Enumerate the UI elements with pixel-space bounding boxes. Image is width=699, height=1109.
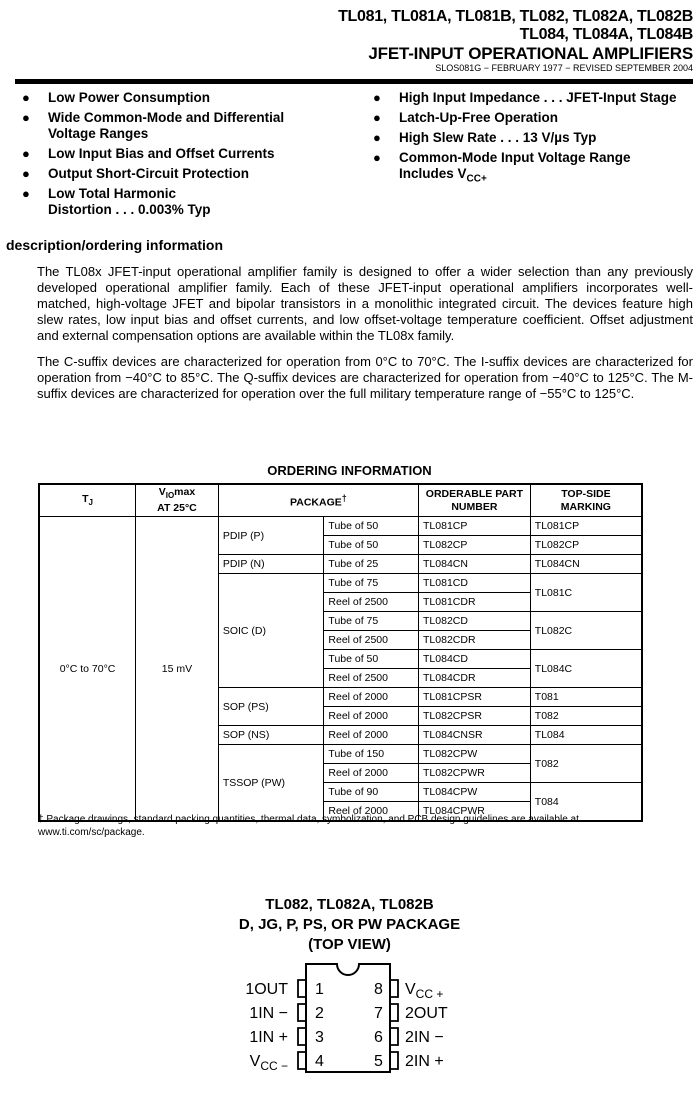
pin-8-number: 8 bbox=[374, 981, 383, 998]
part-cell: TL082CD bbox=[419, 612, 531, 631]
mark-cell: TL082CP bbox=[530, 536, 642, 555]
feature-item bbox=[371, 150, 644, 188]
package-cell: PDIP (N) bbox=[218, 555, 324, 574]
table-footnote: † Package drawings, standard packing quantities, thermal data, symbolization, and PCB design guidelines are available at www.ti.com/sc/package. bbox=[38, 814, 579, 838]
feature-item: ● Low Total Harmonic Distortion . . . 0.003% Typ bbox=[20, 186, 238, 218]
mark-cell: T082 bbox=[530, 745, 642, 783]
part-cell: TL081CD bbox=[419, 574, 531, 593]
qty-cell: Reel of 2000 bbox=[324, 688, 419, 707]
col-tj: $T_J$ bbox=[39, 484, 136, 517]
feature-item: ● Low Power Consumption bbox=[20, 90, 340, 106]
qty-cell: Reel of 2000 bbox=[324, 802, 419, 822]
mark-cell: TL082C bbox=[530, 612, 642, 650]
pin-6-number: 6 bbox=[374, 1029, 383, 1046]
qty-cell: Reel of 2000 bbox=[324, 764, 419, 783]
table-header-row bbox=[39, 484, 642, 517]
part-cell: TL082CPSR bbox=[419, 707, 531, 726]
part-cell: TL084CN bbox=[419, 555, 531, 574]
qty-cell: Reel of 2000 bbox=[324, 726, 419, 745]
pinout-title-line1: TL082, TL082A, TL082B bbox=[265, 896, 434, 913]
pin-4-number: 4 bbox=[315, 1053, 324, 1070]
qty-cell: Reel of 2500 bbox=[324, 631, 419, 650]
feature-cm-sub: CC+ bbox=[466, 173, 487, 185]
pinout-diagram bbox=[0, 960, 699, 1080]
package-cell: SOP (NS) bbox=[218, 726, 324, 745]
qty-cell: Tube of 25 bbox=[324, 555, 419, 574]
col-vio: $V_{IO}\max$ AT 25°C bbox=[136, 484, 219, 517]
qty-cell: Reel of 2500 bbox=[324, 593, 419, 612]
pin-1-label: 1OUT bbox=[245, 981, 288, 998]
ordering-table bbox=[38, 483, 643, 822]
qty-cell: Tube of 75 bbox=[324, 612, 419, 631]
mark-cell: TL081C bbox=[530, 574, 642, 612]
vio-cell: 15 mV bbox=[136, 517, 219, 822]
qty-cell: Tube of 90 bbox=[324, 783, 419, 802]
pin-8-label: $V_{CC +}$ bbox=[405, 981, 444, 1001]
pin-2-label: 1IN − bbox=[249, 1005, 288, 1022]
pin-7-label: 2OUT bbox=[405, 1005, 448, 1022]
part-cell: TL081CP bbox=[419, 517, 531, 536]
part-cell: TL081CDR bbox=[419, 593, 531, 612]
part-cell: TL082CDR bbox=[419, 631, 531, 650]
document-header bbox=[93, 8, 693, 73]
qty-cell: Tube of 50 bbox=[324, 517, 419, 536]
qty-cell: Reel of 2000 bbox=[324, 707, 419, 726]
pin-3-label: 1IN + bbox=[249, 1029, 288, 1046]
col-orderable: ORDERABLE PART NUMBER bbox=[419, 484, 531, 517]
col-marking: TOP-SIDE MARKING bbox=[530, 484, 642, 517]
pin-7-number: 7 bbox=[374, 1005, 383, 1022]
pinout-title bbox=[0, 895, 699, 955]
pin-5-number: 5 bbox=[374, 1053, 383, 1070]
mark-cell: TL084CN bbox=[530, 555, 642, 574]
pin-1-number: 1 bbox=[315, 981, 324, 998]
mark-cell: T084 bbox=[530, 783, 642, 822]
mark-cell: T082 bbox=[530, 707, 642, 726]
header-doc-id: SLOS081G − FEBRUARY 1977 − REVISED SEPTEMBER 2004 bbox=[435, 63, 693, 73]
col-package: PACKAGE† bbox=[218, 484, 418, 517]
package-cell: PDIP (P) bbox=[218, 517, 324, 555]
part-cell: TL084CPWR bbox=[419, 802, 531, 822]
header-part-numbers-2: TL084, TL084A, TL084B bbox=[519, 26, 693, 43]
pin-4-label: $V_{CC -}$ bbox=[249, 1053, 288, 1073]
feature-item: ● Wide Common-Mode and Differential Voltage Ranges bbox=[20, 110, 308, 142]
package-cell: SOIC (D) bbox=[218, 574, 324, 688]
feature-item: ● Low Input Bias and Offset Currents bbox=[20, 146, 340, 162]
part-cell: TL082CPW bbox=[419, 745, 531, 764]
part-cell: TL081CPSR bbox=[419, 688, 531, 707]
table-row bbox=[39, 517, 642, 536]
pin-3-number: 3 bbox=[315, 1029, 324, 1046]
tj-cell: 0°C to 70°C bbox=[39, 517, 136, 822]
mark-cell: TL084 bbox=[530, 726, 642, 745]
qty-cell: Tube of 50 bbox=[324, 536, 419, 555]
pin-6-label: 2IN − bbox=[405, 1029, 444, 1046]
pinout-title-line2: D, JG, P, PS, OR PW PACKAGE bbox=[238, 916, 461, 933]
ordering-title: ORDERING INFORMATION bbox=[267, 463, 432, 478]
qty-cell: Tube of 50 bbox=[324, 650, 419, 669]
part-cell: TL084CNSR bbox=[419, 726, 531, 745]
section-title: description/ordering information bbox=[6, 237, 224, 253]
pin-5-label: 2IN + bbox=[405, 1053, 444, 1070]
feature-cm-text: Common-Mode Input Voltage Range Includes V bbox=[399, 150, 631, 181]
feature-item: ● Output Short-Circuit Protection bbox=[20, 166, 340, 182]
mark-cell: TL081CP bbox=[530, 517, 642, 536]
description-paragraph-1: The TL08x JFET-input operational amplifier family is designed to offer a wider selection than any previously developed operational amplifier family. Each of these JFET-input operational amplifiers incorporates well-matched, high-voltage JFET and bipolar transistors in a monolithic integrated circuit. The devices feature high slew rates, low input bias and offset currents, and low offset-voltage temperature coefficient. Offset adjustment and external compensation options are available within the TL08x family. bbox=[37, 264, 693, 343]
pin-2-number: 2 bbox=[315, 1005, 324, 1022]
package-cell: TSSOP (PW) bbox=[218, 745, 324, 822]
feature-item: ● High Input Impedance . . . JFET-Input Stage bbox=[371, 90, 691, 106]
mark-cell: T081 bbox=[530, 688, 642, 707]
header-rule bbox=[15, 79, 693, 84]
part-cell: TL082CPWR bbox=[419, 764, 531, 783]
qty-cell: Tube of 75 bbox=[324, 574, 419, 593]
qty-cell: Reel of 2500 bbox=[324, 669, 419, 688]
header-title: JFET-INPUT OPERATIONAL AMPLIFIERS bbox=[368, 44, 693, 63]
part-cell: TL084CD bbox=[419, 650, 531, 669]
features-right bbox=[371, 90, 691, 192]
feature-item: ● High Slew Rate . . . 13 V/µs Typ bbox=[371, 130, 691, 146]
part-cell: TL084CDR bbox=[419, 669, 531, 688]
description-paragraph-2: The C-suffix devices are characterized for operation from 0°C to 70°C. The I-suffix devices are characterized for operation from −40°C to 85°C. The Q-suffix devices are characterized for operation from −40°C to 125°C. The M-suffix devices are characterized for operation over the full military temperature range of −55°C to 125°C. bbox=[37, 354, 693, 401]
pinout-title-line3: (TOP VIEW) bbox=[308, 936, 391, 953]
part-cell: TL082CP bbox=[419, 536, 531, 555]
mark-cell: TL084C bbox=[530, 650, 642, 688]
header-part-numbers-1: TL081, TL081A, TL081B, TL082, TL082A, TL082B bbox=[338, 8, 693, 25]
left-pin-tabs bbox=[298, 980, 305, 1069]
package-cell: SOP (PS) bbox=[218, 688, 324, 726]
qty-cell: Tube of 150 bbox=[324, 745, 419, 764]
part-cell: TL084CPW bbox=[419, 783, 531, 802]
feature-item: ● Latch-Up-Free Operation bbox=[371, 110, 691, 126]
features-left bbox=[20, 90, 340, 222]
right-pin-tabs bbox=[391, 980, 398, 1069]
